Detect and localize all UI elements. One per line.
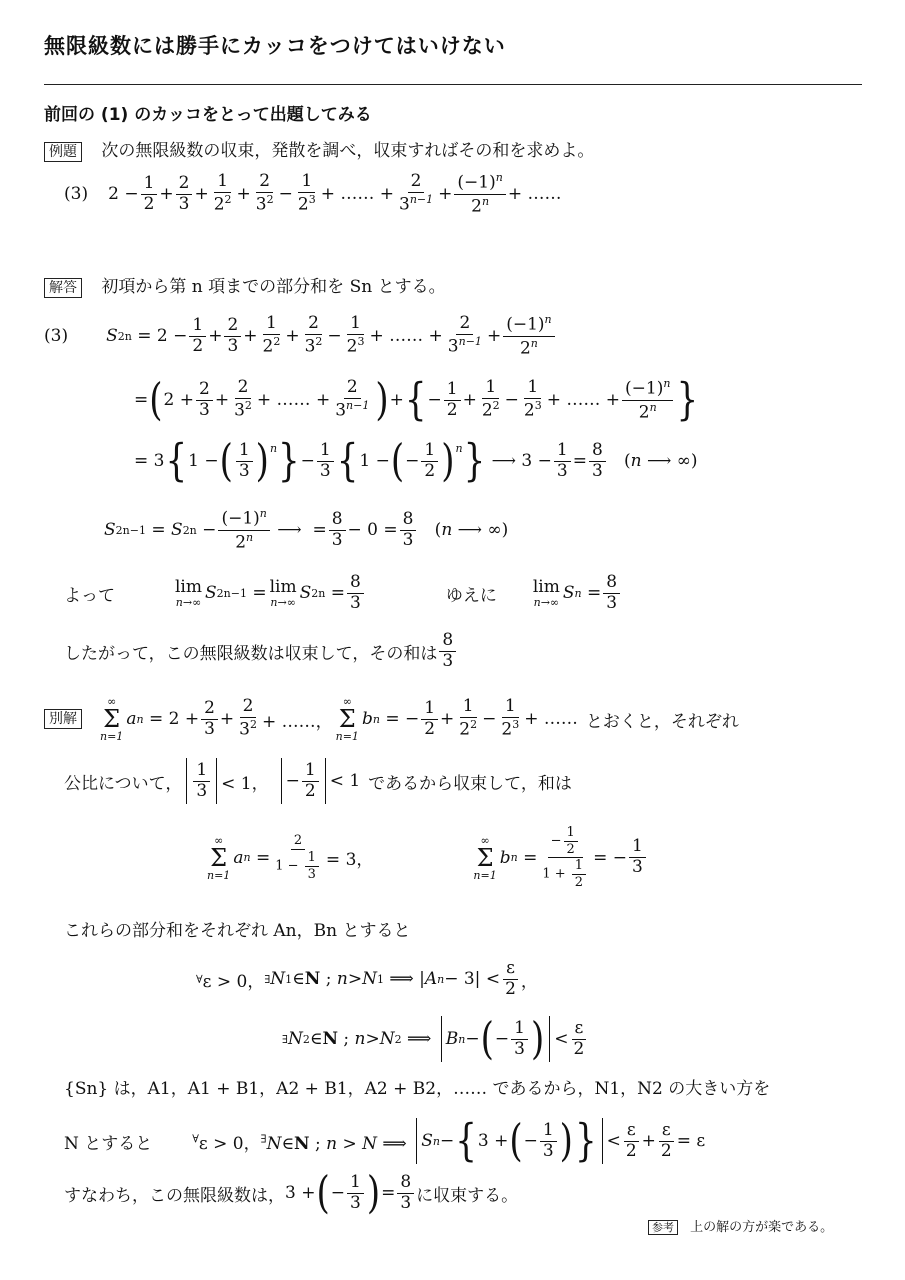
answer-item-number: (3) <box>44 326 69 346</box>
therefore-word: よって <box>64 585 115 606</box>
final-text-a: すなわち，この無限級数は， <box>64 1185 285 1206</box>
alternative-tag: 別解 <box>44 709 82 729</box>
conclusion-line: したがって，この無限級数は収束して，その和は $\frac{8}{3}$ <box>64 632 458 671</box>
example-text: 次の無限級数の収束，発散を調べ，収束すればその和を求めよ。 <box>101 141 595 161</box>
sums-line: ∞ Σ n=1 a n = 2 1 − $\frac{1}{3}$ = 3， ∞ Σ n=1 b n = − $\frac{1}{2}$ 1 + $\frac{1}{2}$ = − $\frac{1}{3}$ <box>204 826 648 890</box>
answer-line <box>44 272 446 298</box>
ratio-text-a: 公比について， <box>64 773 183 794</box>
ratio-line: 公比について， $\frac{1}{3}$ < 1， − $\frac{1}{2}$ < 1 であるから収束して，和は <box>64 758 572 804</box>
n-text: N とすると <box>64 1133 153 1154</box>
epsilon-line-a: ∀ ε > 0， ∃ N 1 ∈ N ; n > N 1 ⟹ | A n − 3| < $\frac{\varepsilon}{2}$ ， <box>196 958 538 999</box>
answer-text: 初項から第 n 項までの部分和を Sn とする。 <box>101 277 446 297</box>
answer-eq-1: (3) S 2n = 2 − $\frac{1}{2}$ + $\frac{2}{3}$ + $\frac{1}{2^2}$ + $\frac{2}{3^2}$ − $\frac{1}{2^3}$ + …… + $\frac{2}{3^{n-1}}$ + $\frac{(-1)^n}{2^n}$ <box>44 314 557 358</box>
answer-eq-4: S 2n−1 = S 2n − $\frac{(-1)^n}{2^n}$ ⟶ = $\frac{8}{3}$ − 0 = $\frac{8}{3}$ ( n ⟶ ∞) <box>104 507 509 553</box>
title-divider <box>44 84 862 85</box>
example-series: (3) 2 − $\frac{1}{2}$ + $\frac{2}{3}$ + $\frac{1}{2^2}$ + $\frac{2}{3^2}$ − $\frac{1}{2^3}$ + …… + $\frac{2}{3^{n-1}}$ + $\frac{(-1)^n}{2^n}$ + …… <box>64 171 562 217</box>
partial-sums-text: これらの部分和をそれぞれ An，Bn とすると <box>64 921 411 941</box>
example-tag: 例題 <box>44 142 82 162</box>
limits-line: よって lim n→∞ S 2n−1 = lim n→∞ S 2n = $\frac{8}{3}$ ゆえに lim n→∞ S n = $\frac{8}{3}$ <box>64 574 622 613</box>
reference-line <box>648 1216 833 1235</box>
alternative-tail: とおくと，それぞれ <box>585 711 739 732</box>
final-text-b: に収束する。 <box>416 1185 519 1206</box>
page-title: 無限級数には勝手にカッコをつけてはいけない <box>44 34 506 58</box>
reference-tag: 参考 <box>648 1220 678 1235</box>
reference-text: 上の解の方が楽である。 <box>690 1220 834 1235</box>
answer-tag: 解答 <box>44 278 82 298</box>
hence-word: ゆえに <box>445 585 497 606</box>
example-item-number: (3) <box>64 184 89 204</box>
answer-eq-2: = ( 2 + $\frac{2}{3}$ + $\frac{2}{3^2}$ + …… + $\frac{2}{3^{n-1}}$ ) + { − $\frac{1}{2}$ + $\frac{1}{2^2}$ − $\frac{1}{2^3}$ + …… + $\frac{(-1)^n}{2^n}$ } <box>134 374 699 426</box>
answer-eq-3: = 3 { 1 − ( $\frac{1}{3}$ ) n } − $\frac{1}{3}$ { 1 − ( − $\frac{1}{2}$ ) n } ⟶ 3 − $\frac{1}{3}$ = $\frac{8}{3}$ ( n ⟶ ∞) <box>134 435 698 488</box>
alternative-line: 別解 ∞ Σ n=1 a n = 2 + $\frac{2}{3}$ + $\frac{2}{3^2}$ + ……， ∞ Σ n=1 b n = − $\frac{1}{2}$ + $\frac{1}{2^2}$ − $\frac{1}{2^3}$ + …… とおくと，それぞれ <box>44 696 739 742</box>
sequence-text: {Sn} は，A1，A1 + B1，A2 + B1，A2 + B2，…… であるから，N1，N2 の大きい方を <box>64 1079 771 1099</box>
epsilon-line-c: N とすると ∀ε > 0，∃N∈N ; n > N ⟹ S n − { 3 + ( − $\frac{1}{3}$ ) } < $\frac{\varepsilon}{2}$ + $\frac{\varepsilon}{2}$ = ε <box>64 1115 706 1167</box>
final-line: すなわち，この無限級数は， 3 + ( − $\frac{1}{3}$ ) = $\frac{8}{3}$ に収束する。 <box>64 1167 519 1220</box>
example-line <box>44 136 594 162</box>
conclusion-text: したがって，この無限級数は収束して，その和は <box>64 643 438 664</box>
ratio-text-b: であるから収束して，和は <box>368 773 572 794</box>
epsilon-line-b: ∃ N 2 ∈ N ; n > N 2 ⟹ B n − ( − $\frac{1}{3}$ ) < $\frac{\varepsilon}{2}$ <box>282 1013 585 1065</box>
section-heading: 前回の (1) のカッコをとって出題してみる <box>44 105 372 125</box>
